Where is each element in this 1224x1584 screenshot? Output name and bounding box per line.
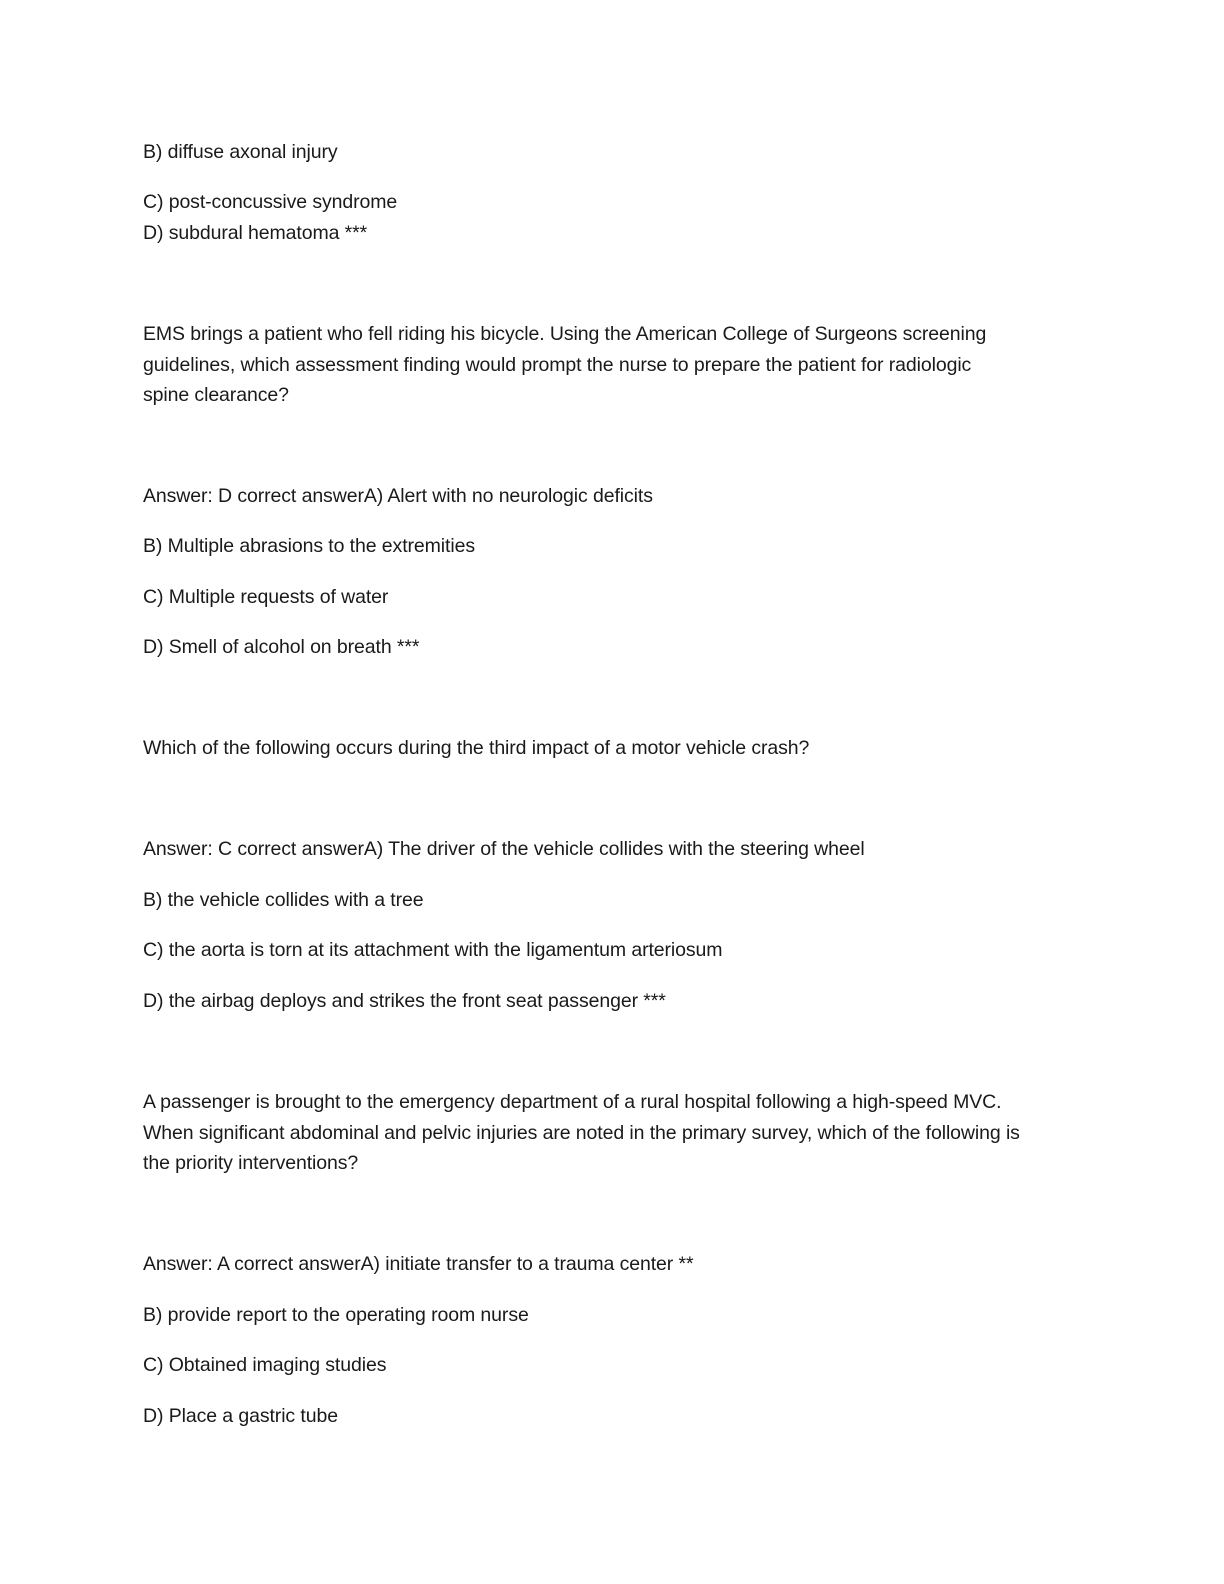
q3-option-d: D) the airbag deploys and strikes the front seat passenger *** xyxy=(143,990,666,1012)
q3-question: Which of the following occurs during the third impact of a motor vehicle crash? xyxy=(143,737,810,759)
q2-option-c: C) Multiple requests of water xyxy=(143,586,389,608)
q4-option-b: B) provide report to the operating room nurse xyxy=(143,1304,529,1326)
q2-question-line-2: guidelines, which assessment finding would prompt the nurse to prepare the patient for radiologic xyxy=(143,354,972,376)
q4-answer-option-a: Answer: A correct answerA) initiate transfer to a trauma center ** xyxy=(143,1253,694,1275)
q2-option-d: D) Smell of alcohol on breath *** xyxy=(143,636,420,658)
q2-question-line-3: spine clearance? xyxy=(143,384,289,406)
q4-question-line-1: A passenger is brought to the emergency department of a rural hospital following a high-speed MVC. xyxy=(143,1091,1002,1113)
q4-option-d: D) Place a gastric tube xyxy=(143,1405,338,1427)
q1-option-b: B) diffuse axonal injury xyxy=(143,141,338,163)
q3-answer-option-a: Answer: C correct answerA) The driver of the vehicle collides with the steering wheel xyxy=(143,838,865,860)
q2-question-line-1: EMS brings a patient who fell riding his bicycle. Using the American College of Surgeons screening xyxy=(143,323,987,345)
q3-option-c: C) the aorta is torn at its attachment with the ligamentum arteriosum xyxy=(143,939,723,961)
q1-option-d: D) subdural hematoma *** xyxy=(143,222,368,244)
q2-option-b: B) Multiple abrasions to the extremities xyxy=(143,535,475,557)
q4-question-line-3: the priority interventions? xyxy=(143,1152,359,1174)
q2-answer-option-a: Answer: D correct answerA) Alert with no neurologic deficits xyxy=(143,485,653,507)
q1-option-c: C) post-concussive syndrome xyxy=(143,191,398,213)
q4-option-c: C) Obtained imaging studies xyxy=(143,1354,387,1376)
q3-option-b: B) the vehicle collides with a tree xyxy=(143,889,424,911)
q4-question-line-2: When significant abdominal and pelvic injuries are noted in the primary survey, which of the following is xyxy=(143,1122,1020,1144)
